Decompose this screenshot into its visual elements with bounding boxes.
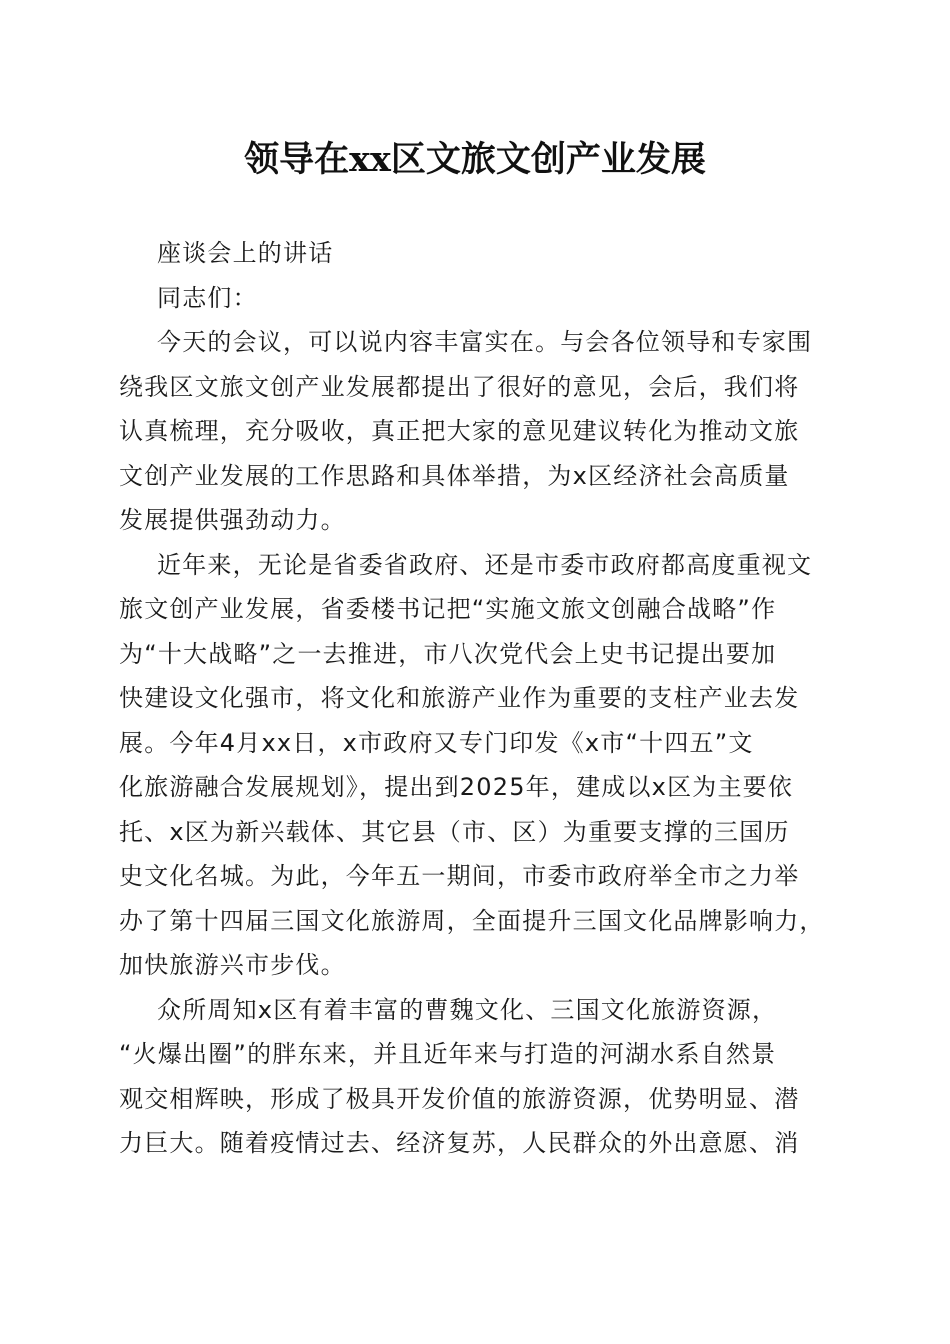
paragraph-1-line: 文创产业发展的工作思路和具体举措，为x区经济社会高质量 (119, 461, 790, 490)
paragraph-3-line: 力巨大。随着疫情过去、经济复苏，人民群众的外出意愿、消 (119, 1129, 800, 1157)
paragraph-1-line: 发展提供强劲动力。 (119, 506, 346, 534)
paragraph-2-line: 化旅游融合发展规划》，提出到2025年，建成以x区为主要依 (119, 773, 794, 801)
paragraph-2-line: 办了第十四届三国文化旅游周，全面提升三国文化品牌影响力， (119, 906, 825, 935)
paragraph-1-line: 认真梳理，充分吸收，真正把大家的意见建议转化为推动文旅 (119, 417, 800, 445)
paragraph-3-line: “火爆出圈”的胖东来，并且近年来与打造的河湖水系自然景 (119, 1040, 777, 1068)
paragraph-1-line: 今天的会议，可以说内容丰富实在。与会各位领导和专家围 (157, 328, 813, 356)
paragraph-2-line: 近年来，无论是省委省政府、还是市委市政府都高度重视文 (157, 550, 813, 579)
paragraph-2-line: 加快旅游兴市步伐。 (119, 951, 346, 979)
subtitle-line: 座谈会上的讲话 (157, 239, 334, 267)
paragraph-2-line: 展。今年4月xx日，x市政府又专门印发《x市“十四五”文 (119, 728, 754, 757)
document-body (119, 231, 824, 1166)
paragraph-2-line: 快建设文化强市，将文化和旅游产业作为重要的支柱产业去发 (119, 684, 800, 712)
document-title: 领导在xx区文旅文创产业发展 (244, 139, 706, 180)
paragraph-3-line: 众所周知x区有着丰富的曹魏文化、三国文化旅游资源， (157, 995, 778, 1024)
paragraph-2-line: 史文化名城。为此，今年五一期间，市委市政府举全市之力举 (119, 862, 800, 890)
paragraph-2-line: 为“十大战略”之一去推进，市八次党代会上史书记提出要加 (119, 639, 777, 668)
salutation-line: 同志们： (157, 283, 258, 312)
paragraph-2-line: 托、x区为新兴载体、其它县（市、区）为重要支撑的三国历 (119, 817, 790, 846)
paragraph-2-line: 旅文创产业发展，省委楼书记把“实施文旅文创融合战略”作 (119, 595, 777, 623)
paragraph-3-line: 观交相辉映，形成了极具开发价值的旅游资源，优势明显、潜 (119, 1084, 800, 1113)
paragraph-1-line: 绕我区文旅文创产业发展都提出了很好的意见，会后，我们将 (119, 372, 800, 401)
